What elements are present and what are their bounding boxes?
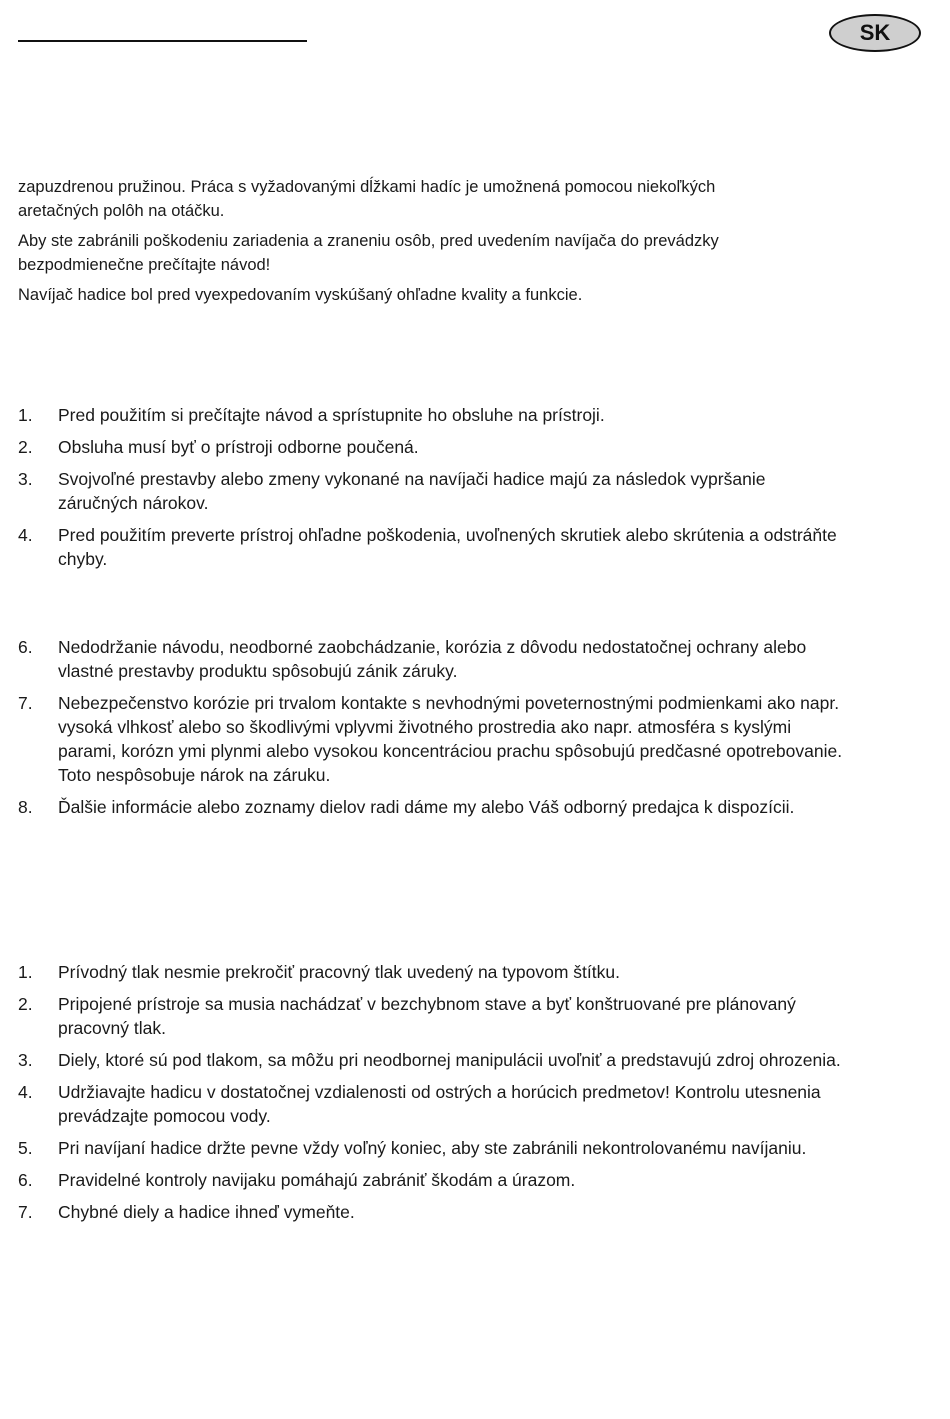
intro-paragraph: Navíjač hadice bol pred vyexpedovaním vyskúšaný ohľadne kvality a funkcie. <box>18 286 583 304</box>
warranty-list <box>18 635 848 827</box>
item-number: 8. <box>18 797 33 817</box>
item-text: Chybné diely a hadice ihneď vymeňte. <box>58 1202 355 1222</box>
list-item <box>18 467 848 515</box>
list-item <box>18 691 848 787</box>
item-text: Obsluha musí byť o prístroji odborne poučená. <box>58 437 419 457</box>
item-number: 6. <box>18 637 33 657</box>
item-text: Udržiavajte hadicu v dostatočnej vzdialenosti od ostrých a horúcich predmetov! Kontrolu utesnenia prevádzajte pomocou vody. <box>58 1082 821 1126</box>
header-rule <box>18 40 307 42</box>
item-number: 1. <box>18 962 33 982</box>
item-number: 2. <box>18 994 33 1014</box>
item-number: 7. <box>18 1202 33 1222</box>
item-number: 3. <box>18 1050 33 1070</box>
list-item <box>18 403 848 427</box>
list-item <box>18 1048 848 1072</box>
safety-list <box>18 960 848 1232</box>
list-item <box>18 795 848 819</box>
item-text: Pred použitím preverte prístroj ohľadne poškodenia, uvoľnených skrutiek alebo skrútenia a odstráňte chyby. <box>58 525 837 569</box>
item-number: 5. <box>18 1138 33 1158</box>
list-item <box>18 523 848 571</box>
item-text: Ďalšie informácie alebo zoznamy dielov radi dáme my alebo Váš odborný predajca k dispozícii. <box>58 797 795 817</box>
list-item <box>18 635 848 683</box>
item-number: 7. <box>18 693 33 713</box>
list-item <box>18 1168 848 1192</box>
item-number: 2. <box>18 437 33 457</box>
item-text: Prívodný tlak nesmie prekročiť pracovný tlak uvedený na typovom štítku. <box>58 962 620 982</box>
item-text: Pravidelné kontroly navijaku pomáhajú zabrániť škodám a úrazom. <box>58 1170 576 1190</box>
item-text: Svojvoľné prestavby alebo zmeny vykonané na navíjači hadice majú za následok vypršanie záručných nárokov. <box>58 469 766 513</box>
intro-text <box>18 175 758 313</box>
item-number: 1. <box>18 405 33 425</box>
list-item <box>18 1136 848 1160</box>
list-item <box>18 1080 848 1128</box>
item-text: Diely, ktoré sú pod tlakom, sa môžu pri neodbornej manipulácii uvoľniť a predstavujú zdroj ohrozenia. <box>58 1050 841 1070</box>
item-number: 4. <box>18 525 33 545</box>
item-text: Nedodržanie návodu, neodborné zaobchádzanie, korózia z dôvodu nedostatočnej ochrany alebo vlastné prestavby produktu spôsobujú zánik záruky. <box>58 637 807 681</box>
item-number: 3. <box>18 469 33 489</box>
list-item <box>18 435 848 459</box>
intro-paragraph: zapuzdrenou pružinou. Práca s vyžadovanými dĺžkami hadíc je umožnená pomocou niekoľkých aretačných polôh na otáčku. <box>18 178 716 220</box>
list-item <box>18 1200 848 1224</box>
list-item <box>18 960 848 984</box>
instructions-list <box>18 403 848 579</box>
item-number: 6. <box>18 1170 33 1190</box>
language-badge: SK <box>829 14 921 52</box>
item-number: 4. <box>18 1082 33 1102</box>
item-text: Pri navíjaní hadice držte pevne vždy voľný koniec, aby ste zabránili nekontrolovanému navíjaniu. <box>58 1138 807 1158</box>
item-text: Pripojené prístroje sa musia nachádzať v bezchybnom stave a byť konštruované pre plánovaný pracovný tlak. <box>58 994 796 1038</box>
list-item <box>18 992 848 1040</box>
intro-paragraph: Aby ste zabránili poškodeniu zariadenia a zraneniu osôb, pred uvedením navíjača do prevádzky bezpodmienečne prečítajte návod! <box>18 232 719 274</box>
item-text: Nebezpečenstvo korózie pri trvalom kontakte s nevhodnými poveternostnými podmienkami ako napr. vysoká vlhkosť alebo so škodlivými vplyvmi životného prostredia ako napr. atmosféra s kyslými parami, korózn ymi plynmi alebo vysokou koncentráciou prachu spôsobujú predčasné opotrebovanie. Toto nespôsobuje nárok na záruku. <box>58 693 843 785</box>
item-text: Pred použitím si prečítajte návod a sprístupnite ho obsluhe na prístroji. <box>58 405 605 425</box>
